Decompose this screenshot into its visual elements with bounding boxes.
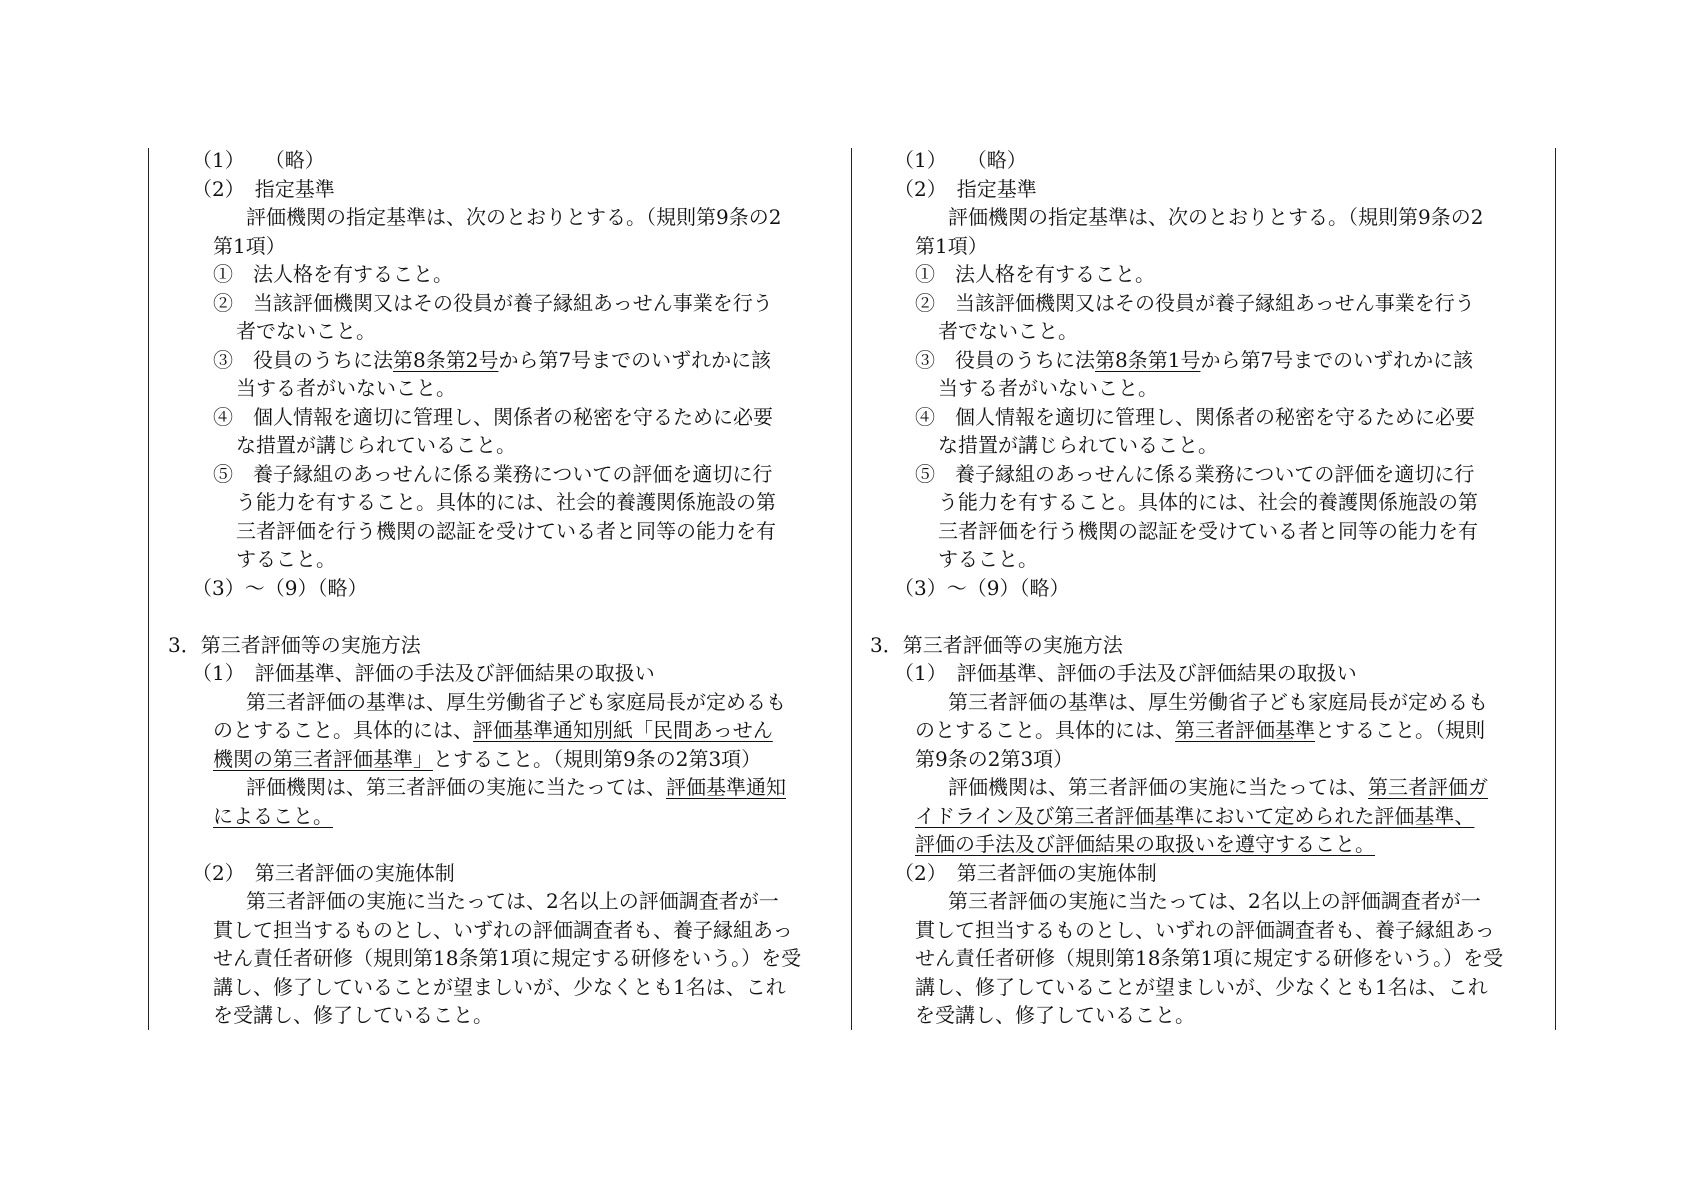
text-segment: ③ 役員のうちに法 — [915, 347, 1095, 372]
text-line: 当する者がいないこと。 — [938, 376, 1158, 400]
text-segment: ③ 役員のうちに法 — [213, 347, 393, 372]
text-segment: から第7号までのいずれかに該 — [1200, 347, 1474, 372]
text-line — [213, 802, 333, 831]
text-line: （1） （略） — [192, 148, 325, 172]
text-line — [948, 773, 1488, 802]
text-segment: 評価機関は、第三者評価の実施に当たっては、 — [948, 775, 1368, 799]
text-line: すること。 — [938, 547, 1038, 571]
text-line: （2） 指定基準 — [894, 176, 1037, 201]
text-line: ⑤ 養子縁組のあっせんに係る業務についての評価を適切に行 — [213, 461, 773, 486]
center-divider-line — [851, 148, 852, 1030]
text-line — [213, 346, 771, 375]
text-line: （1） （略） — [894, 148, 1027, 172]
text-line: （1） 評価基準、評価の手法及び評価結果の取扱い — [894, 661, 1357, 685]
underlined-amendment-text: 評価基準通知別紙「民間あっせん — [473, 718, 773, 742]
underlined-amendment-text: 第8条第1号 — [1095, 347, 1201, 372]
text-line: 者でないこと。 — [236, 319, 376, 343]
text-line — [915, 802, 1474, 831]
text-line: 評価機関の指定基準は、次のとおりとする。（規則第9条の2 — [948, 205, 1484, 229]
text-line — [915, 830, 1375, 859]
underlined-amendment-text: 第三者評価基準 — [1175, 718, 1315, 742]
text-line: 当する者がいないこと。 — [236, 376, 456, 400]
text-line: （2） 指定基準 — [192, 176, 335, 201]
text-line: せん責任者研修（規則第18条第1項に規定する研修をいう。）を受 — [915, 946, 1504, 970]
text-segment: 評価機関は、第三者評価の実施に当たっては、 — [246, 775, 666, 799]
left-border-line — [148, 148, 149, 1030]
text-line: 貫して担当するものとし、いずれの評価調査者も、養子縁組あっ — [213, 917, 793, 942]
text-line: （1） 評価基準、評価の手法及び評価結果の取扱い — [192, 661, 655, 685]
underlined-amendment-text: 評価基準通知 — [666, 775, 786, 799]
text-line — [915, 346, 1473, 375]
text-line: 貫して担当するものとし、いずれの評価調査者も、養子縁組あっ — [915, 917, 1495, 942]
text-segment: とすること。（規則第9条の2第3項） — [433, 746, 762, 771]
text-line: ① 法人格を有すること。 — [915, 262, 1155, 286]
text-segment: のとすること。具体的には、 — [213, 718, 473, 742]
text-line: な措置が講じられていること。 — [236, 433, 516, 457]
text-line: 評価機関の指定基準は、次のとおりとする。（規則第9条の2 — [246, 205, 782, 229]
text-line: 第1項） — [915, 233, 988, 258]
text-line: 第1項） — [213, 233, 286, 258]
text-line: ② 当該評価機関又はその役員が養子縁組あっせん事業を行う — [213, 290, 773, 315]
text-line: 3．第三者評価等の実施方法 — [168, 632, 421, 657]
underlined-amendment-text: 第8条第2号 — [393, 347, 499, 372]
text-line: ① 法人格を有すること。 — [213, 262, 453, 286]
underlined-amendment-text: 機関の第三者評価基準」 — [213, 746, 433, 771]
text-line: （3）～（9）（略） — [894, 575, 1070, 600]
text-line — [213, 745, 761, 774]
text-line — [915, 716, 1485, 745]
text-line: 第三者評価の実施に当たっては、2名以上の評価調査者が一 — [948, 889, 1481, 913]
text-segment: のとすること。具体的には、 — [915, 718, 1175, 742]
underlined-amendment-text: 第三者評価ガ — [1368, 775, 1488, 799]
text-line: ④ 個人情報を適切に管理し、関係者の秘密を守るために必要 — [213, 404, 773, 429]
text-line: を受講し、修了していること。 — [213, 1003, 493, 1027]
text-line: （3）～（9）（略） — [192, 575, 368, 600]
text-line: せん責任者研修（規則第18条第1項に規定する研修をいう。）を受 — [213, 946, 802, 970]
text-line: 3．第三者評価等の実施方法 — [870, 632, 1123, 657]
text-line: ② 当該評価機関又はその役員が養子縁組あっせん事業を行う — [915, 290, 1475, 315]
text-line: （2） 第三者評価の実施体制 — [894, 860, 1157, 885]
text-line: な措置が講じられていること。 — [938, 433, 1218, 457]
text-line: （2） 第三者評価の実施体制 — [192, 860, 455, 885]
text-line: ④ 個人情報を適切に管理し、関係者の秘密を守るために必要 — [915, 404, 1475, 429]
text-line: 三者評価を行う機関の認証を受けている者と同等の能力を有 — [938, 518, 1478, 543]
text-line: 第9条の2第3項） — [915, 746, 1074, 771]
text-segment: とすること。（規則 — [1315, 718, 1485, 742]
text-line: 講し、修了していることが望ましいが、少なくとも1名は、これ — [213, 974, 786, 999]
text-line — [213, 716, 773, 745]
underlined-amendment-text: 評価の手法及び評価結果の取扱いを遵守すること。 — [915, 832, 1375, 856]
underlined-amendment-text: によること。 — [213, 803, 333, 828]
text-line: 者でないこと。 — [938, 319, 1078, 343]
text-line: 第三者評価の実施に当たっては、2名以上の評価調査者が一 — [246, 889, 779, 913]
text-line: 第三者評価の基準は、厚生労働省子ども家庭局長が定めるも — [948, 689, 1488, 714]
text-line: ⑤ 養子縁組のあっせんに係る業務についての評価を適切に行 — [915, 461, 1475, 486]
text-line: う能力を有すること。具体的には、社会的養護関係施設の第 — [236, 490, 776, 514]
text-line: を受講し、修了していること。 — [915, 1003, 1195, 1027]
underlined-amendment-text: イドライン及び第三者評価基準において定められた評価基準、 — [915, 803, 1475, 828]
text-line: う能力を有すること。具体的には、社会的養護関係施設の第 — [938, 490, 1478, 514]
text-line: すること。 — [236, 547, 336, 571]
text-line: 講し、修了していることが望ましいが、少なくとも1名は、これ — [915, 974, 1488, 999]
text-line: 第三者評価の基準は、厚生労働省子ども家庭局長が定めるも — [246, 689, 786, 714]
text-line — [246, 773, 786, 802]
text-segment: から第7号までのいずれかに該 — [498, 347, 772, 372]
text-line: 三者評価を行う機関の認証を受けている者と同等の能力を有 — [236, 518, 776, 543]
right-border-line — [1555, 148, 1556, 1030]
